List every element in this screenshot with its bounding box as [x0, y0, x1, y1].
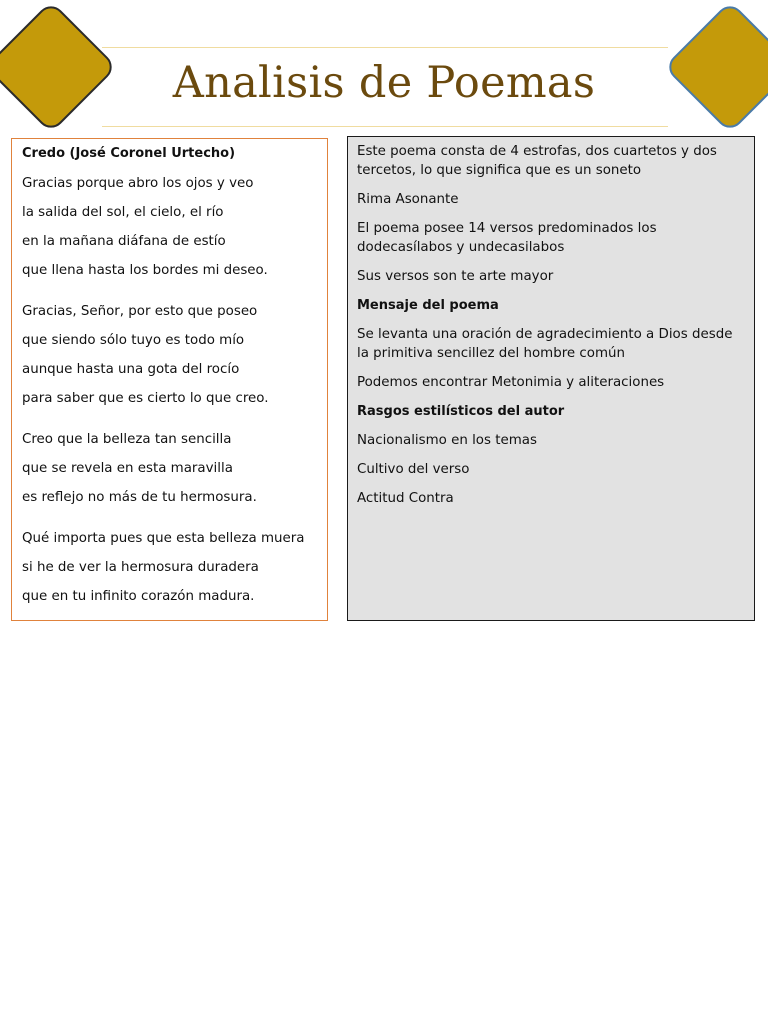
- poem-line: Creo que la belleza tan sencilla: [22, 432, 232, 447]
- poem-line: que se revela en esta maravilla: [22, 461, 233, 476]
- analysis-item: Sus versos son te arte mayor: [357, 269, 554, 284]
- analysis-item: Rima Asonante: [357, 192, 459, 207]
- poem-stanza-2: [22, 297, 327, 413]
- analysis-item: Se levanta una oración de agradecimiento a Dios desde la primitiva sencillez del hombre común: [357, 327, 733, 361]
- poem-line: Gracias, Señor, por esto que poseo: [22, 304, 258, 319]
- poem-line: si he de ver la hermosura duradera: [22, 560, 259, 575]
- poem-line: en la mañana diáfana de estío: [22, 234, 226, 249]
- poem-stanza-4: [22, 524, 327, 611]
- page-title: Analisis de Poemas: [172, 58, 596, 108]
- analysis-item: Actitud Contra: [357, 491, 454, 506]
- poem-title: Credo (José Coronel Urtecho): [22, 146, 236, 161]
- analysis-item: Este poema consta de 4 estrofas, dos cuartetos y dos tercetos, lo que significa que es un soneto: [357, 144, 717, 178]
- analysis-item: Podemos encontrar Metonimia y aliteraciones: [357, 375, 665, 390]
- analysis-item: Cultivo del verso: [357, 462, 470, 477]
- poem-line: que en tu infinito corazón madura.: [22, 589, 255, 604]
- analysis-item: Nacionalismo en los temas: [357, 433, 537, 448]
- poem-line: aunque hasta una gota del rocío: [22, 362, 240, 377]
- analysis-item: El poema posee 14 versos predominados los dodecasílabos y undecasilabos: [357, 221, 657, 255]
- poem-line: Qué importa pues que esta belleza muera: [22, 531, 305, 546]
- analysis-heading-message: Mensaje del poema: [357, 298, 499, 313]
- analysis-heading-style: Rasgos estilísticos del autor: [357, 404, 565, 419]
- poem-line: Gracias porque abro los ojos y veo: [22, 176, 254, 191]
- poem-line: es reflejo no más de tu hermosura.: [22, 490, 257, 505]
- poem-line: que siendo sólo tuyo es todo mío: [22, 333, 245, 348]
- poem-line: que llena hasta los bordes mi deseo.: [22, 263, 268, 278]
- poem-line: para saber que es cierto lo que creo.: [22, 391, 269, 406]
- poem-stanza-3: [22, 425, 327, 512]
- poem-line: la salida del sol, el cielo, el río: [22, 205, 224, 220]
- poem-panel: [11, 138, 328, 621]
- analysis-panel: [347, 136, 755, 621]
- poem-stanza-1: [22, 169, 327, 285]
